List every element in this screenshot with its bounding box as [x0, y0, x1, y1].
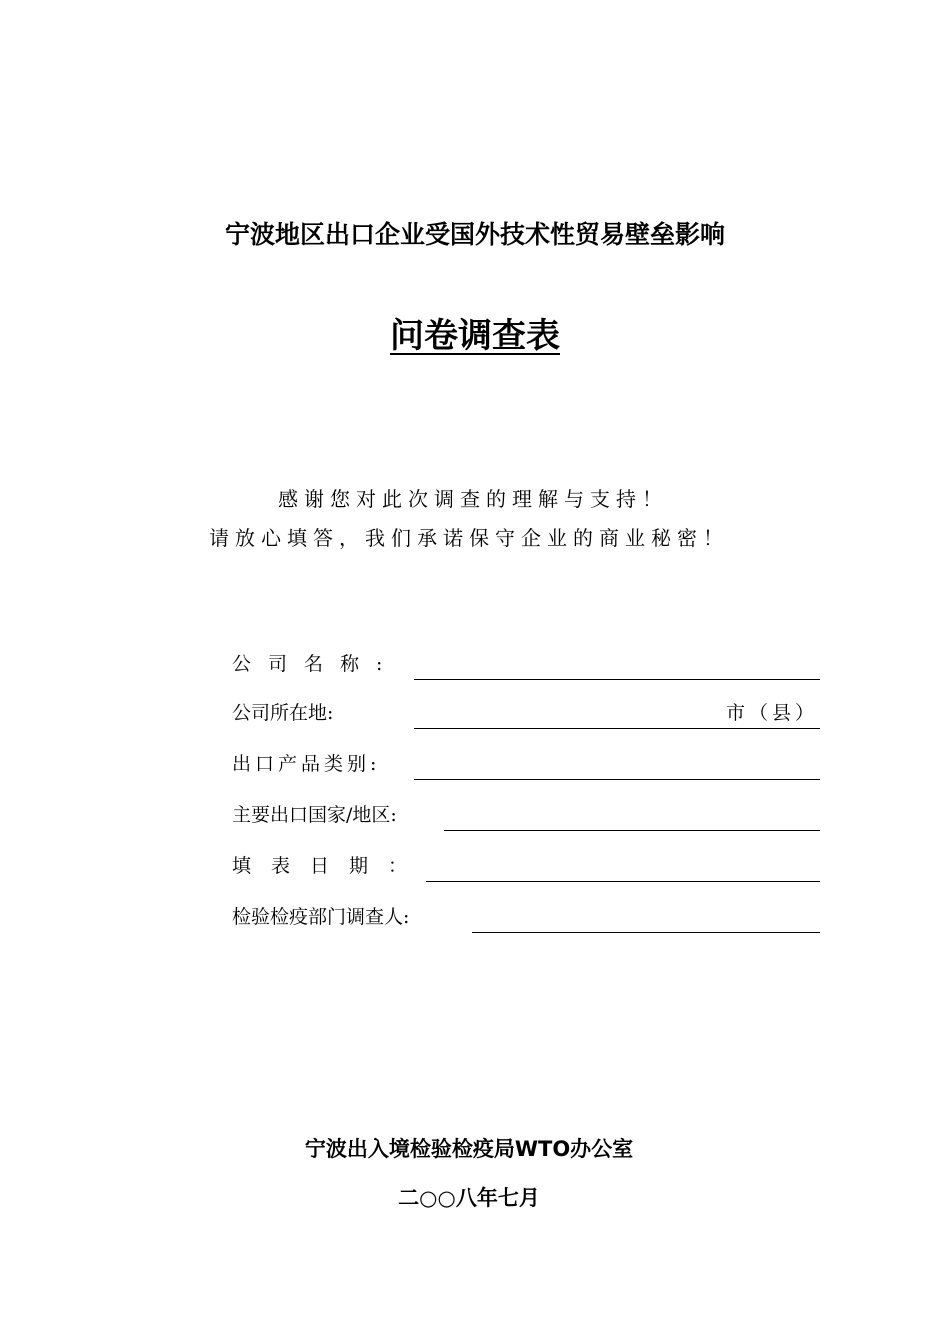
company-location-label: 公司所在地: — [232, 702, 334, 724]
export-country-field — [232, 795, 820, 831]
export-product-input-line[interactable] — [414, 751, 820, 780]
export-country-label: 主要出口国家/地区: — [232, 804, 397, 826]
export-country-input-line[interactable] — [444, 802, 820, 831]
city-county-suffix: 市（县） — [725, 702, 818, 724]
company-name-label: 公司名称: — [232, 653, 400, 675]
company-name-input-line[interactable] — [414, 651, 820, 680]
export-product-label: 出口产品类别: — [232, 753, 381, 775]
footer-date: 二○○八年七月 — [398, 1186, 540, 1210]
investigator-field — [232, 897, 820, 933]
thanks-line-1: 感谢您对此次调查的理解与支持！ — [278, 487, 668, 511]
fill-date-input-line[interactable] — [426, 853, 820, 882]
fill-date-label: 填表日期： — [232, 855, 428, 877]
company-location-field — [232, 693, 820, 729]
company-location-input-line[interactable] — [414, 700, 820, 729]
document-title: 宁波地区出口企业受国外技术性贸易壁垒影响 — [224, 220, 725, 249]
document-subtitle: 问卷调查表 — [390, 316, 560, 356]
company-name-field — [232, 644, 820, 680]
document-subtitle-container — [0, 312, 950, 360]
investigator-label: 检验检疫部门调查人: — [232, 906, 410, 928]
fill-date-field — [232, 846, 820, 882]
confidentiality-line: 请放心填答，我们承诺保守企业的商业秘密！ — [209, 526, 729, 550]
export-product-field — [232, 744, 820, 780]
footer-organization: 宁波出入境检验检疫局WTO办公室 — [304, 1137, 634, 1161]
investigator-input-line[interactable] — [472, 904, 820, 933]
